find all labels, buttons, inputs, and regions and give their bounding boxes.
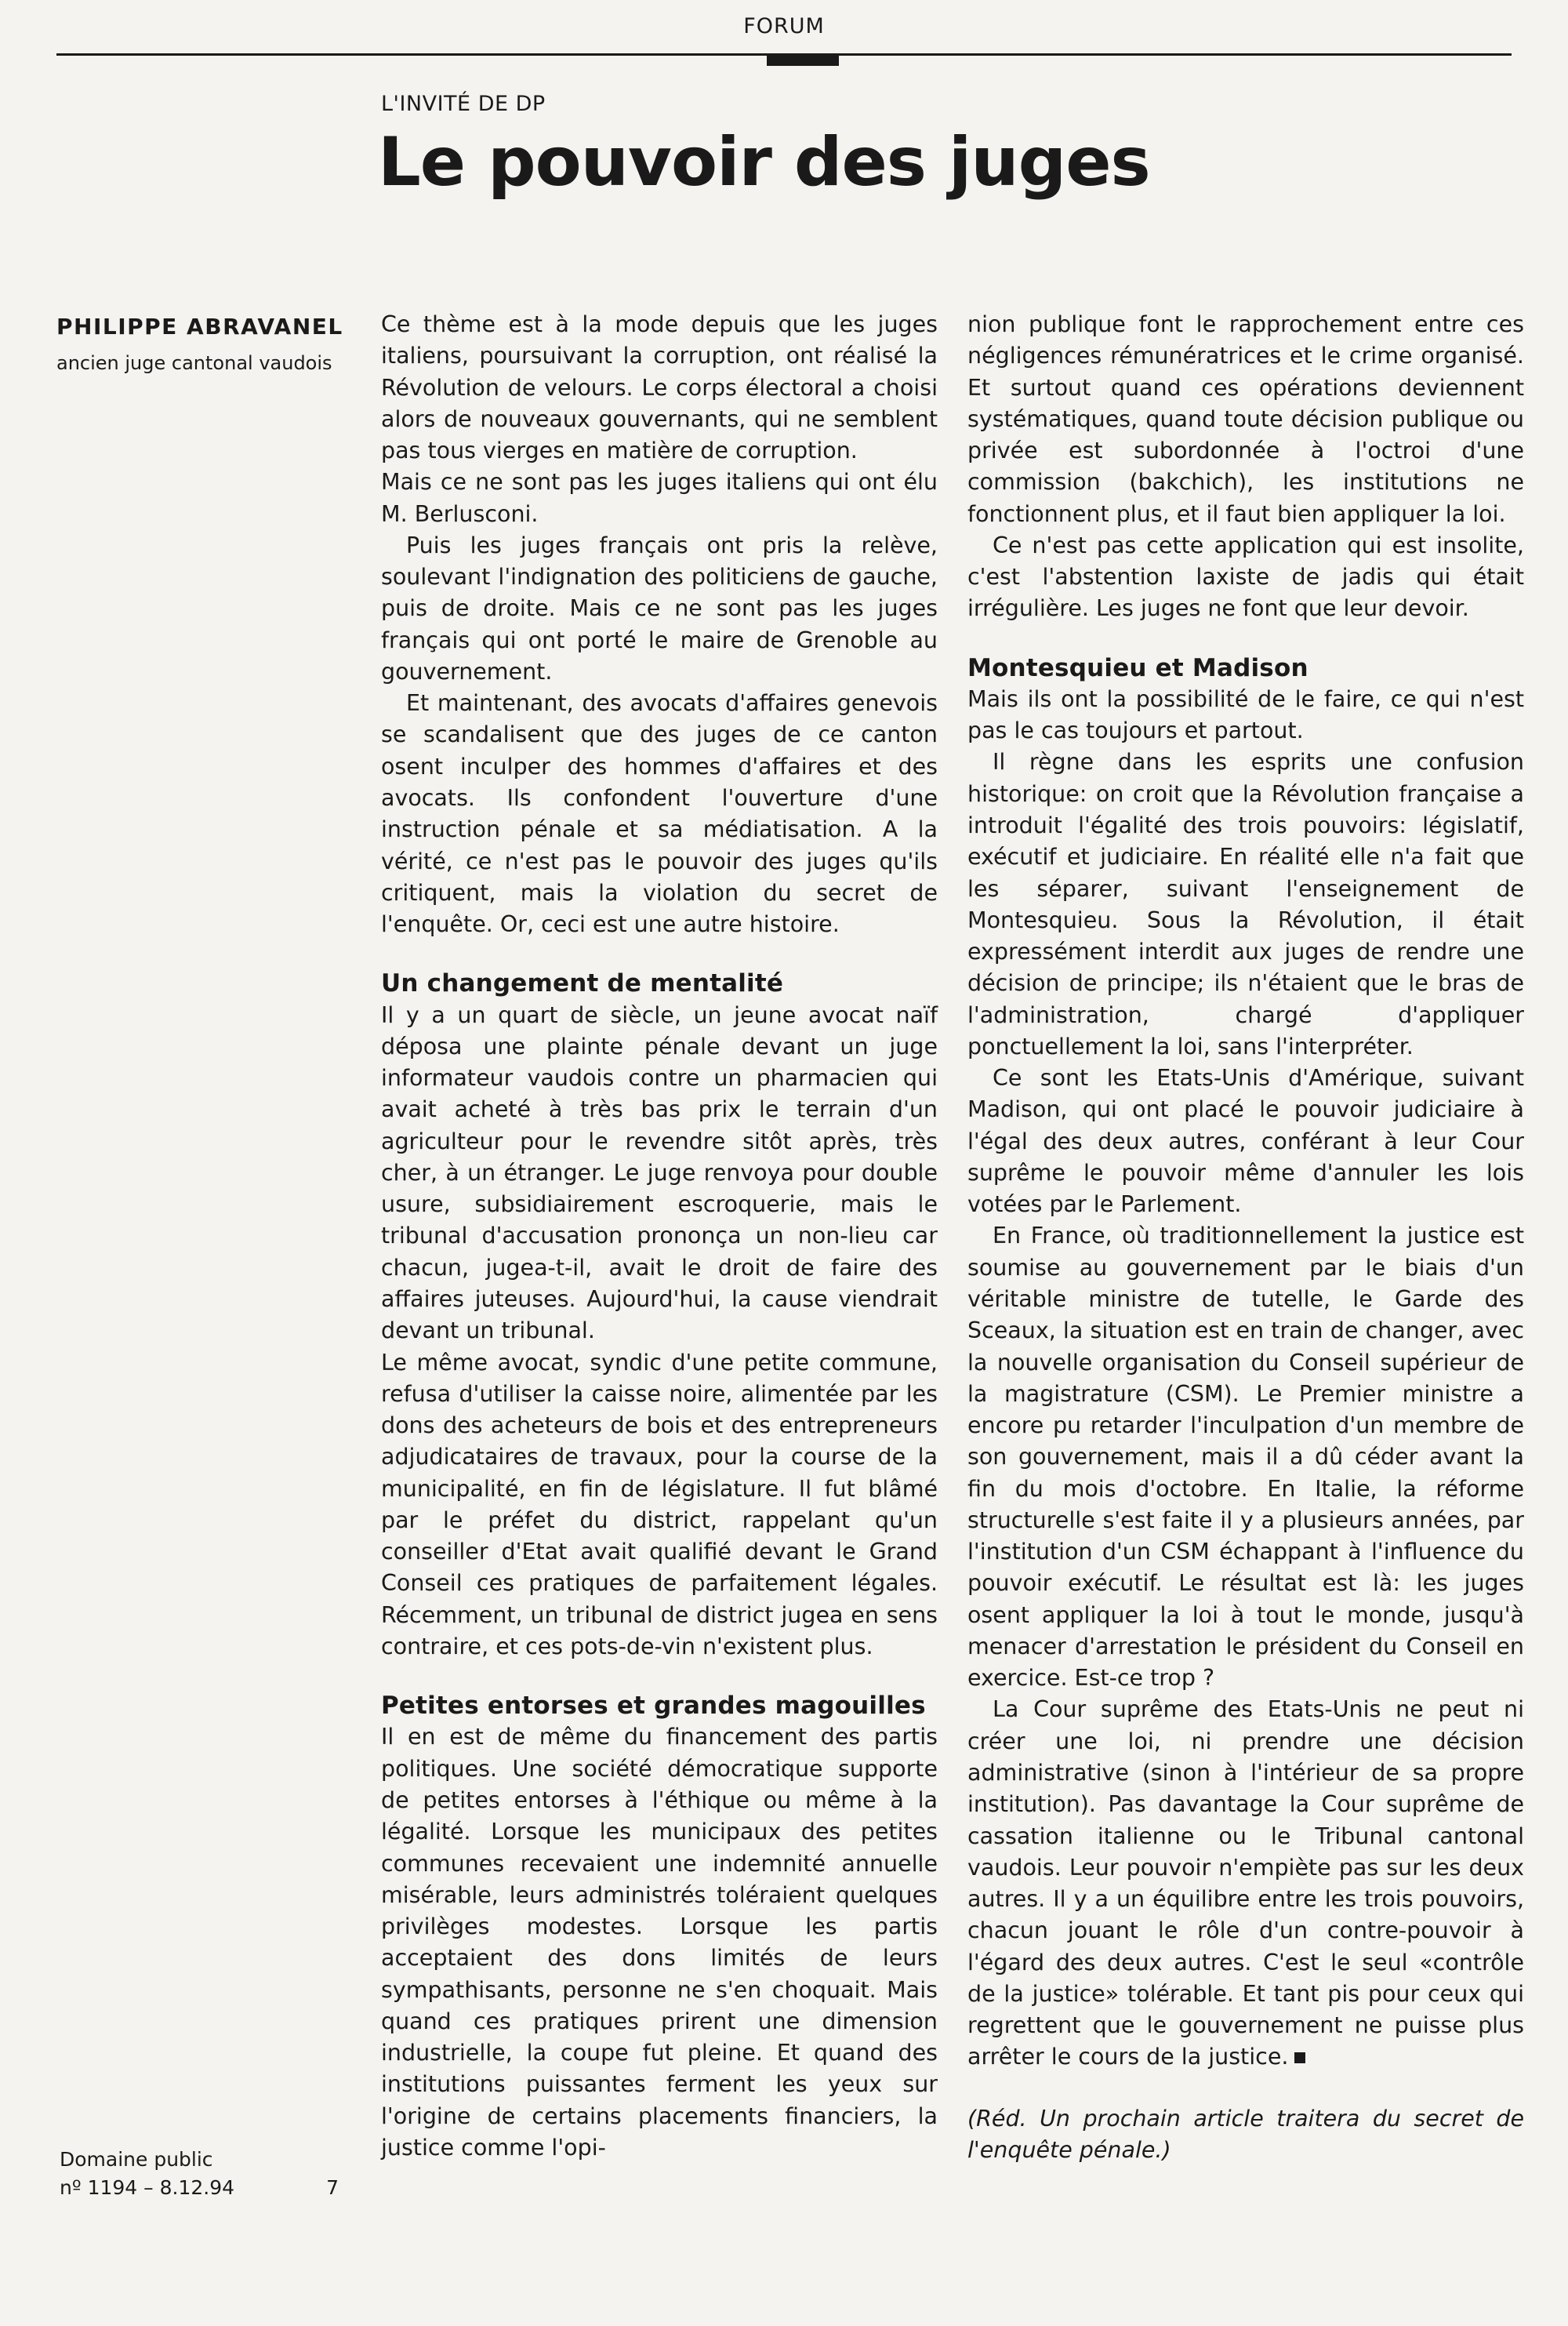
paragraph: Ce n'est pas cette application qui est insolite, c'est l'abstention laxiste de jadis qui était irrégulière. Les juges ne font que leur devoir. <box>967 532 1524 622</box>
editor-note: (Réd. Un prochain article traitera du secret de l'enquête pénale.) <box>967 2105 1524 2163</box>
column-2 <box>967 309 1524 2166</box>
page-number: 7 <box>326 2176 339 2200</box>
subheading: Un changement de mentalité <box>381 969 784 998</box>
issue-number: nº 1194 – 8.12.94 <box>60 2176 235 2200</box>
publication-name: Domaine public <box>60 2148 213 2171</box>
paragraph: nion publique font le rapprochement entre ces négligences rémunératrices et le crime organisé. Et surtout quand ces opérations deviennent systématiques, quand toute décision publique ou privée est subordonnée à l'octroi d'une commission (bakchich), les institutions ne fonctionnent plus, et il faut bien appliquer la loi. <box>967 311 1524 527</box>
paragraph: Il y a un quart de siècle, un jeune avocat naïf déposa une plainte pénale devant un juge informateur vaudois contre un pharmacien qui avait acheté à très bas prix le terrain d'un agriculteur pour le revendre sitôt après, très cher, à un étranger. Le juge renvoya pour double usure, subsidiairement escroquerie, mais le tribunal d'accusation prononça un non-lieu car chacun, jugea-t-il, avait le droit de faire des affaires juteuses. Aujourd'hui, la cause viendrait devant un tribunal. <box>381 1001 938 1344</box>
subheading: Montesquieu et Madison <box>967 653 1308 682</box>
section-label: FORUM <box>743 14 825 38</box>
paragraph: Mais ce ne sont pas les juges italiens qui ont élu M. Berlusconi. <box>381 469 938 527</box>
header-rule-tab <box>767 53 839 66</box>
paragraph: En France, où traditionnellement la justice est soumise au gouvernement par le biais d'un véritable ministre de tutelle, le Garde des Sceaux, la situation est en train de changer, avec la nouvelle organisation du Conseil supérieur de la magistrature (CSM). Le Premier ministre a encore pu retarder l'inculpation d'un membre de son gouvernement, mais il a dû céder avant la fin du mois d'octobre. En Italie, la réforme structurelle s'est faite il y a plusieurs années, par l'institution d'un CSM échappant à l'influence du pouvoir exécutif. Le résultat est là: les juges osent appliquer la loi à tout le monde, jusqu'à menacer d'arrestation le président du Conseil en exercice. Est-ce trop ? <box>967 1223 1524 1692</box>
column-1 <box>381 309 938 2164</box>
paragraph: Ce thème est à la mode depuis que les juges italiens, poursuivant la corruption, ont réalisé la Révolution de velours. Le corps électoral a choisi alors de nouveaux gouvernants, qui ne semblent pas tous vierges en matière de corruption. <box>381 311 938 464</box>
paragraph: Il règne dans les esprits une confusion historique: on croit que la Révolution française a introduit l'égalité des trois pouvoirs: législatif, exécutif et judiciaire. En réalité elle n'a fait que les séparer, suivant l'enseignement de Montesquieu. Sous la Révolution, il était expressément interdit aux juges de rendre une décision de principe; ils n'étaient que le bras de l'administration, chargé d'appliquer ponctuellement la loi, sans l'interpréter. <box>967 749 1524 1059</box>
article-kicker: L'INVITÉ DE DP <box>381 92 546 116</box>
paragraph: Et maintenant, des avocats d'affaires genevois se scandalisent que des juges de ce canton osent inculper des hommes d'affaires et des avocats. Ils confondent l'ouverture d'une instruction pénale et sa médiatisation. A la vérité, ce n'est pas le pouvoir des juges qu'ils critiquent, mais la violation du secret de l'enquête. Or, ceci est une autre histoire. <box>381 690 938 938</box>
publication-info <box>60 2146 350 2203</box>
paragraph: Mais ils ont la possibilité de le faire, ce qui n'est pas le cas toujours et partout. <box>967 685 1524 744</box>
author-block <box>56 314 354 376</box>
paragraph <box>967 1694 1524 2073</box>
paragraph: Ce sont les Etats-Unis d'Amérique, suivant Madison, qui ont placé le pouvoir judiciaire à l'égal des deux autres, conférant à leur Cour suprême le pouvoir même d'annuler les lois votées par le Parlement. <box>967 1065 1524 1218</box>
paragraph-text: La Cour suprême des Etats-Unis ne peut ni créer une loi, ni prendre une décision administrative (sinon à l'intérieur de sa propre institution). Pas davantage la Cour suprême de cassation italienne ou le Tribunal cantonal vaudois. Leur pouvoir n'empiète pas sur les deux autres. Il y a un équilibre entre les trois pouvoirs, chacun jouant le rôle d'un contre-pouvoir à l'égard des deux autres. C'est le seul «contrôle de la justice» tolérable. Et tant pis pour ceux qui regrettent que le gouvernement ne puisse plus arrêter le cours de la justice. <box>967 1696 1524 2070</box>
paragraph: Le même avocat, syndic d'une petite commune, refusa d'utiliser la caisse noire, alimentée par les dons des acheteurs de bois et des entrepreneurs adjudicataires de travaux, pour la course de la municipalité, en fin de législature. Il fut blâmé par le préfet du district, rappelant qu'un conseiller d'Etat avait qualifié devant le Grand Conseil ces pratiques de parfaitement légales. Récemment, un tribunal de district jugea en sens contraire, et ces pots-de-vin n'existent plus. <box>381 1349 938 1659</box>
subheading: Petites entorses et grandes magouilles <box>381 1692 926 1721</box>
author-description: ancien juge cantonal vaudois <box>56 352 332 374</box>
paragraph: Puis les juges français ont pris la relève, soulevant l'indignation des politiciens de gauche, puis de droite. Mais ce ne sont pas les juges français qui ont porté le maire de Grenoble au gouvernement. <box>381 532 938 685</box>
paragraph: Il en est de même du financement des partis politiques. Une société démocratique supporte de petites entorses à l'éthique ou même à la légalité. Lorsque les municipaux des petites communes recevaient une indemnité annuelle misérable, leurs administrés toléraient quelques privilèges modestes. Lorsque les partis acceptaient des dons limités de leurs sympathisants, personne ne s'en choquait. Mais quand ces pratiques prirent une dimension industrielle, la coupe fut pleine. Et quand des institutions puissantes ferment les yeux sur l'origine de certains placements financiers, la justice comme l'opi- <box>381 1724 938 2161</box>
author-name: PHILIPPE ABRAVANEL <box>56 314 343 340</box>
end-of-article-square-icon <box>1294 2052 1305 2063</box>
article-title: Le pouvoir des juges <box>378 123 1150 202</box>
